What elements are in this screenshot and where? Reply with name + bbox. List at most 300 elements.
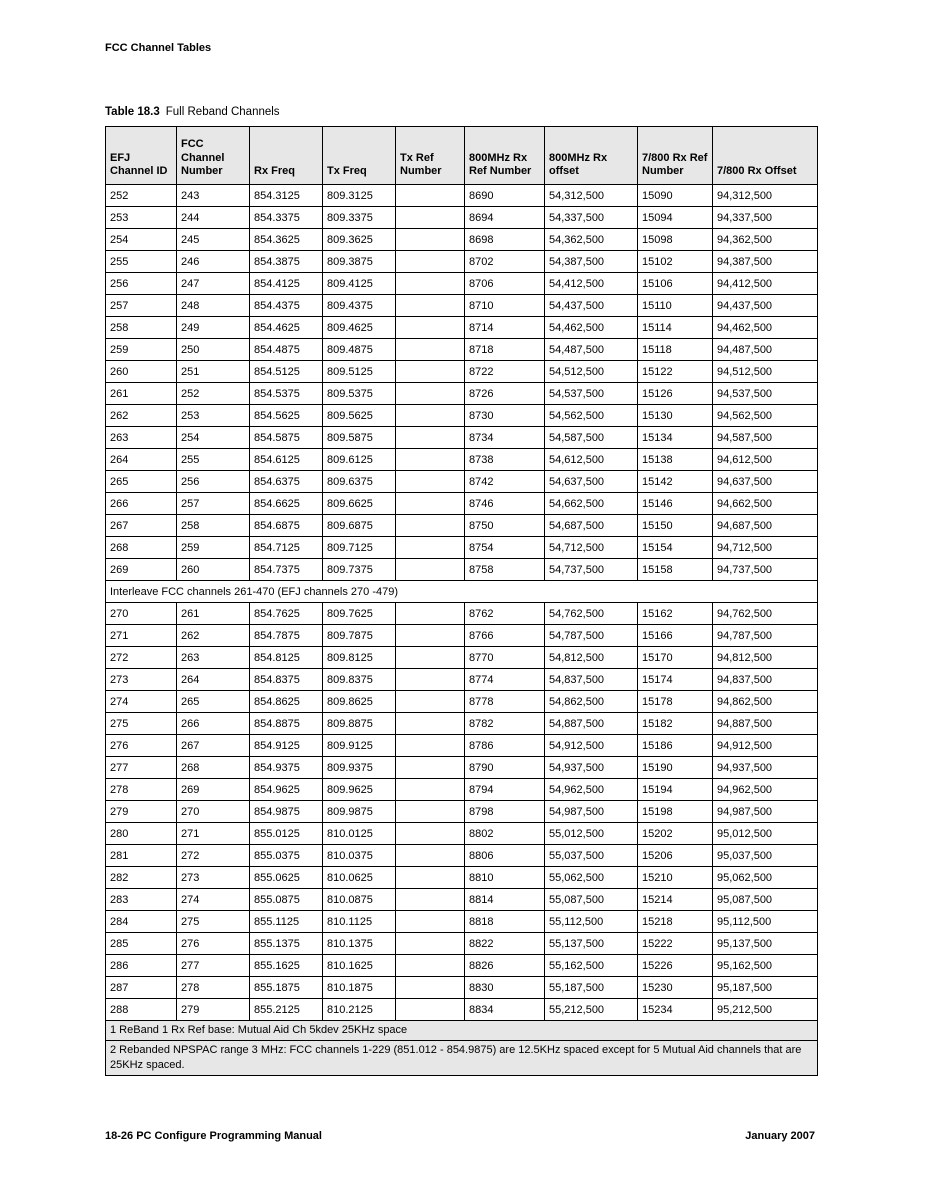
table-cell: 54,562,500 [545, 405, 638, 427]
table-cell: 809.6625 [323, 493, 396, 515]
table-cell: 255 [106, 251, 177, 273]
table-cell: 272 [106, 647, 177, 669]
table-cell: 94,437,500 [713, 295, 818, 317]
table-cell: 54,987,500 [545, 801, 638, 823]
table-cell: 251 [177, 361, 250, 383]
table-cell: 854.6625 [250, 493, 323, 515]
table-cell: 810.0375 [323, 845, 396, 867]
table-cell: 810.0125 [323, 823, 396, 845]
table-cell: 855.1875 [250, 977, 323, 999]
table-cell: 281 [106, 845, 177, 867]
table-cell: 287 [106, 977, 177, 999]
table-cell: 54,587,500 [545, 427, 638, 449]
table-cell: 8758 [465, 559, 545, 581]
table-cell: 95,187,500 [713, 977, 818, 999]
table-cell: 95,087,500 [713, 889, 818, 911]
table-row [106, 559, 818, 581]
table-cell: 273 [177, 867, 250, 889]
table-cell: 810.0625 [323, 867, 396, 889]
table-cell: 94,662,500 [713, 493, 818, 515]
table-cell: 55,062,500 [545, 867, 638, 889]
table-cell: 258 [106, 317, 177, 339]
table-cell: 8834 [465, 999, 545, 1021]
table-cell: 274 [106, 691, 177, 713]
table-cell: 8806 [465, 845, 545, 867]
table-cell: 854.3875 [250, 251, 323, 273]
table-cell: 257 [106, 295, 177, 317]
table-cell: 54,837,500 [545, 669, 638, 691]
table-cell: 95,112,500 [713, 911, 818, 933]
column-header: 800MHz Rx Ref Number [465, 127, 545, 185]
table-row [106, 845, 818, 867]
table-cell: 256 [106, 273, 177, 295]
table-cell [396, 933, 465, 955]
table-body [106, 185, 818, 1021]
table-cell: 8778 [465, 691, 545, 713]
table-cell: 279 [177, 999, 250, 1021]
table-cell: 809.5375 [323, 383, 396, 405]
table-cell: 276 [106, 735, 177, 757]
table-cell: 854.8375 [250, 669, 323, 691]
table-cell: 8726 [465, 383, 545, 405]
column-header: FCC Channel Number [177, 127, 250, 185]
table-cell: 95,212,500 [713, 999, 818, 1021]
table-cell: 94,562,500 [713, 405, 818, 427]
table-row [106, 779, 818, 801]
table-row [106, 251, 818, 273]
table-cell: 8798 [465, 801, 545, 823]
table-cell [396, 691, 465, 713]
table-row [106, 603, 818, 625]
table-cell: 15178 [638, 691, 713, 713]
table-row [106, 823, 818, 845]
table-cell: 8810 [465, 867, 545, 889]
table-cell: 275 [106, 713, 177, 735]
table-cell: 8802 [465, 823, 545, 845]
table-row [106, 317, 818, 339]
table-cell: 54,862,500 [545, 691, 638, 713]
table-cell: 267 [177, 735, 250, 757]
table-cell: 8750 [465, 515, 545, 537]
table-cell [396, 845, 465, 867]
table-cell: 809.6125 [323, 449, 396, 471]
table-cell: 809.8125 [323, 647, 396, 669]
table-cell: 94,337,500 [713, 207, 818, 229]
table-cell: 277 [106, 757, 177, 779]
table-cell: 55,187,500 [545, 977, 638, 999]
table-cell: 8818 [465, 911, 545, 933]
table-cell: 264 [177, 669, 250, 691]
table-cell [396, 889, 465, 911]
table-cell: 854.4375 [250, 295, 323, 317]
table-cell: 854.7125 [250, 537, 323, 559]
table-cell: 15114 [638, 317, 713, 339]
table-cell: 54,487,500 [545, 339, 638, 361]
table-cell: 810.1625 [323, 955, 396, 977]
table-cell: 54,387,500 [545, 251, 638, 273]
table-cell: 279 [106, 801, 177, 823]
table-cell: 809.3375 [323, 207, 396, 229]
table-cell: 8826 [465, 955, 545, 977]
table-cell: 270 [106, 603, 177, 625]
table-cell: 809.6875 [323, 515, 396, 537]
table-row [106, 185, 818, 207]
table-cell: 854.3625 [250, 229, 323, 251]
table-row [106, 911, 818, 933]
table-cell: 273 [106, 669, 177, 691]
table-cell: 15206 [638, 845, 713, 867]
table-cell: 278 [106, 779, 177, 801]
column-header: EFJ Channel ID [106, 127, 177, 185]
table-cell: 55,162,500 [545, 955, 638, 977]
table-cell: 8754 [465, 537, 545, 559]
table-cell: 276 [177, 933, 250, 955]
column-header: Tx Freq [323, 127, 396, 185]
table-cell: 94,587,500 [713, 427, 818, 449]
table-cell: 854.7625 [250, 603, 323, 625]
table-cell [396, 251, 465, 273]
table-cell: 810.1125 [323, 911, 396, 933]
table-cell: 854.9875 [250, 801, 323, 823]
table-cell: 15218 [638, 911, 713, 933]
table-cell: 15146 [638, 493, 713, 515]
table-cell: 54,687,500 [545, 515, 638, 537]
table-cell: 15170 [638, 647, 713, 669]
table-cell: 809.7375 [323, 559, 396, 581]
table-cell: 248 [177, 295, 250, 317]
table-row [106, 757, 818, 779]
table-cell: 243 [177, 185, 250, 207]
table-cell: 95,037,500 [713, 845, 818, 867]
table-cell: 854.6875 [250, 515, 323, 537]
table-cell [396, 647, 465, 669]
table-cell: 855.1125 [250, 911, 323, 933]
table-foot [106, 1021, 818, 1076]
table-cell: 55,112,500 [545, 911, 638, 933]
table-cell: 15210 [638, 867, 713, 889]
column-header: 800MHz Rx offset [545, 127, 638, 185]
table-cell: 54,362,500 [545, 229, 638, 251]
table-cell: 262 [106, 405, 177, 427]
table-cell: 94,487,500 [713, 339, 818, 361]
table-row [106, 999, 818, 1021]
table-cell: 854.4625 [250, 317, 323, 339]
table-cell: 15198 [638, 801, 713, 823]
table-cell: 809.8875 [323, 713, 396, 735]
table-cell: 855.1375 [250, 933, 323, 955]
table-cell: 8790 [465, 757, 545, 779]
table-cell: 94,387,500 [713, 251, 818, 273]
table-cell: 809.5875 [323, 427, 396, 449]
table-cell: 15166 [638, 625, 713, 647]
table-cell: 266 [177, 713, 250, 735]
table-cell [396, 383, 465, 405]
table-cell: 94,412,500 [713, 273, 818, 295]
table-cell: 15138 [638, 449, 713, 471]
table-cell: 269 [106, 559, 177, 581]
table-row [106, 933, 818, 955]
table-cell: 94,537,500 [713, 383, 818, 405]
column-header: 7/800 Rx Ref Number [638, 127, 713, 185]
table-cell: 94,937,500 [713, 757, 818, 779]
table-cell [396, 867, 465, 889]
table-cell: 95,012,500 [713, 823, 818, 845]
table-cell: 260 [177, 559, 250, 581]
table-cell: 854.5125 [250, 361, 323, 383]
footnote-row [106, 1040, 818, 1075]
table-cell: 15226 [638, 955, 713, 977]
table-cell: 95,137,500 [713, 933, 818, 955]
table-cell: 15174 [638, 669, 713, 691]
table-cell: 854.9625 [250, 779, 323, 801]
table-cell: 94,962,500 [713, 779, 818, 801]
table-row [106, 867, 818, 889]
table-cell: 8714 [465, 317, 545, 339]
table-caption: Full Reband Channels [165, 106, 280, 118]
table-cell: 94,687,500 [713, 515, 818, 537]
table-cell: 15162 [638, 603, 713, 625]
table-cell: 8746 [465, 493, 545, 515]
table-cell: 809.8625 [323, 691, 396, 713]
table-cell: 8762 [465, 603, 545, 625]
table-cell: 247 [177, 273, 250, 295]
table-cell: 272 [177, 845, 250, 867]
table-cell [396, 515, 465, 537]
table-cell: 94,512,500 [713, 361, 818, 383]
channel-table [105, 126, 818, 1076]
table-cell: 8734 [465, 427, 545, 449]
table-cell: 8814 [465, 889, 545, 911]
table-cell: 810.1375 [323, 933, 396, 955]
table-cell [396, 779, 465, 801]
table-row [106, 229, 818, 251]
table-cell: 265 [177, 691, 250, 713]
table-cell [396, 801, 465, 823]
table-cell: 271 [177, 823, 250, 845]
table-cell: 855.0125 [250, 823, 323, 845]
table-cell: 809.4375 [323, 295, 396, 317]
table-row [106, 801, 818, 823]
table-cell: 854.6125 [250, 449, 323, 471]
table-cell: 55,137,500 [545, 933, 638, 955]
table-cell: 15150 [638, 515, 713, 537]
table-cell: 809.6375 [323, 471, 396, 493]
table-cell: 810.2125 [323, 999, 396, 1021]
table-cell: 282 [106, 867, 177, 889]
table-cell: 255 [177, 449, 250, 471]
table-cell: 809.3875 [323, 251, 396, 273]
table-cell [396, 185, 465, 207]
table-cell: 262 [177, 625, 250, 647]
table-cell [396, 273, 465, 295]
table-cell: 854.5375 [250, 383, 323, 405]
table-row [106, 647, 818, 669]
table-cell: 259 [177, 537, 250, 559]
table-cell: 94,362,500 [713, 229, 818, 251]
table-cell: 8830 [465, 977, 545, 999]
table-cell: 8786 [465, 735, 545, 757]
interleave-note-row [106, 581, 818, 603]
table-row [106, 537, 818, 559]
table-cell: 54,887,500 [545, 713, 638, 735]
table-cell: 854.5875 [250, 427, 323, 449]
page-footer [105, 1130, 815, 1142]
table-cell: 283 [106, 889, 177, 911]
table-cell: 809.4875 [323, 339, 396, 361]
table-cell: 15110 [638, 295, 713, 317]
table-cell: 95,062,500 [713, 867, 818, 889]
table-cell: 94,712,500 [713, 537, 818, 559]
table-cell [396, 823, 465, 845]
footnote-row [106, 1021, 818, 1041]
table-cell: 8766 [465, 625, 545, 647]
table-cell [396, 669, 465, 691]
table-cell: 8722 [465, 361, 545, 383]
table-cell: 261 [106, 383, 177, 405]
table-cell [396, 999, 465, 1021]
table-cell: 854.9375 [250, 757, 323, 779]
table-cell: 259 [106, 339, 177, 361]
table-cell [396, 735, 465, 757]
table-cell [396, 757, 465, 779]
table-cell: 855.1625 [250, 955, 323, 977]
table-cell: 15090 [638, 185, 713, 207]
table-cell: 94,312,500 [713, 185, 818, 207]
table-cell: 94,987,500 [713, 801, 818, 823]
table-cell: 270 [177, 801, 250, 823]
table-cell: 15186 [638, 735, 713, 757]
table-cell: 284 [106, 911, 177, 933]
table-cell: 54,437,500 [545, 295, 638, 317]
table-cell: 94,912,500 [713, 735, 818, 757]
table-row [106, 493, 818, 515]
table-cell: 8770 [465, 647, 545, 669]
table-cell: 54,612,500 [545, 449, 638, 471]
table-cell: 94,887,500 [713, 713, 818, 735]
table-row [106, 735, 818, 757]
table-cell: 250 [177, 339, 250, 361]
table-cell [396, 493, 465, 515]
table-cell: 249 [177, 317, 250, 339]
table-cell: 854.4875 [250, 339, 323, 361]
table-cell: 94,612,500 [713, 449, 818, 471]
table-cell: 854.6375 [250, 471, 323, 493]
table-cell: 854.8125 [250, 647, 323, 669]
table-cell: 15182 [638, 713, 713, 735]
table-cell: 94,812,500 [713, 647, 818, 669]
table-row [106, 449, 818, 471]
table-cell: 94,787,500 [713, 625, 818, 647]
table-cell: 809.9875 [323, 801, 396, 823]
table-cell: 94,862,500 [713, 691, 818, 713]
table-cell: 257 [177, 493, 250, 515]
table-cell: 15154 [638, 537, 713, 559]
table-cell: 54,512,500 [545, 361, 638, 383]
table-cell: 854.8875 [250, 713, 323, 735]
table-cell: 855.0625 [250, 867, 323, 889]
table-cell: 15122 [638, 361, 713, 383]
table-cell: 254 [106, 229, 177, 251]
table-cell: 854.5625 [250, 405, 323, 427]
table-cell [396, 977, 465, 999]
table-row [106, 405, 818, 427]
table-row [106, 295, 818, 317]
table-cell: 8710 [465, 295, 545, 317]
table-cell: 855.0375 [250, 845, 323, 867]
table-cell: 8794 [465, 779, 545, 801]
table-cell: 15098 [638, 229, 713, 251]
table-row [106, 955, 818, 977]
table-cell: 263 [177, 647, 250, 669]
table-cell: 267 [106, 515, 177, 537]
table-cell: 271 [106, 625, 177, 647]
table-row [106, 339, 818, 361]
table-cell: 8690 [465, 185, 545, 207]
table-cell: 854.3125 [250, 185, 323, 207]
table-cell: 95,162,500 [713, 955, 818, 977]
table-cell: 8774 [465, 669, 545, 691]
table-cell: 54,937,500 [545, 757, 638, 779]
table-cell: 54,762,500 [545, 603, 638, 625]
footnote: 2 Rebanded NPSPAC range 3 MHz: FCC channels 1-229 (851.012 - 854.9875) are 12.5KHz spaced except for 5 Mutual Aid channels that are 25KHz spaced. [106, 1040, 818, 1075]
table-row [106, 977, 818, 999]
table-cell: 269 [177, 779, 250, 801]
table-cell: 256 [177, 471, 250, 493]
table-cell: 268 [106, 537, 177, 559]
table-cell: 55,037,500 [545, 845, 638, 867]
table-cell [396, 339, 465, 361]
table-row [106, 273, 818, 295]
table-cell: 854.9125 [250, 735, 323, 757]
table-cell: 810.0875 [323, 889, 396, 911]
footer-page-label: 18-26 PC Configure Programming Manual [105, 1130, 322, 1142]
table-cell: 285 [106, 933, 177, 955]
table-cell: 280 [106, 823, 177, 845]
table-cell: 274 [177, 889, 250, 911]
table-cell: 54,712,500 [545, 537, 638, 559]
table-cell: 94,637,500 [713, 471, 818, 493]
table-row [106, 207, 818, 229]
table-cell: 54,412,500 [545, 273, 638, 295]
table-cell [396, 361, 465, 383]
table-cell: 54,312,500 [545, 185, 638, 207]
table-cell: 264 [106, 449, 177, 471]
table-cell: 854.4125 [250, 273, 323, 295]
table-row [106, 383, 818, 405]
table-cell: 277 [177, 955, 250, 977]
interleave-note: Interleave FCC channels 261-470 (EFJ channels 270 -479) [106, 581, 818, 603]
table-cell: 94,737,500 [713, 559, 818, 581]
table-cell: 810.1875 [323, 977, 396, 999]
table-cell: 8730 [465, 405, 545, 427]
table-cell: 54,462,500 [545, 317, 638, 339]
table-cell: 265 [106, 471, 177, 493]
table-cell: 15158 [638, 559, 713, 581]
table-cell: 854.7375 [250, 559, 323, 581]
table-cell: 54,962,500 [545, 779, 638, 801]
table-cell [396, 449, 465, 471]
column-header: Tx Ref Number [396, 127, 465, 185]
table-cell: 54,787,500 [545, 625, 638, 647]
table-cell: 94,762,500 [713, 603, 818, 625]
table-cell: 8698 [465, 229, 545, 251]
table-cell: 253 [106, 207, 177, 229]
footer-date: January 2007 [745, 1130, 815, 1142]
table-cell: 245 [177, 229, 250, 251]
table-cell: 15234 [638, 999, 713, 1021]
column-header: Rx Freq [250, 127, 323, 185]
table-cell: 809.7875 [323, 625, 396, 647]
